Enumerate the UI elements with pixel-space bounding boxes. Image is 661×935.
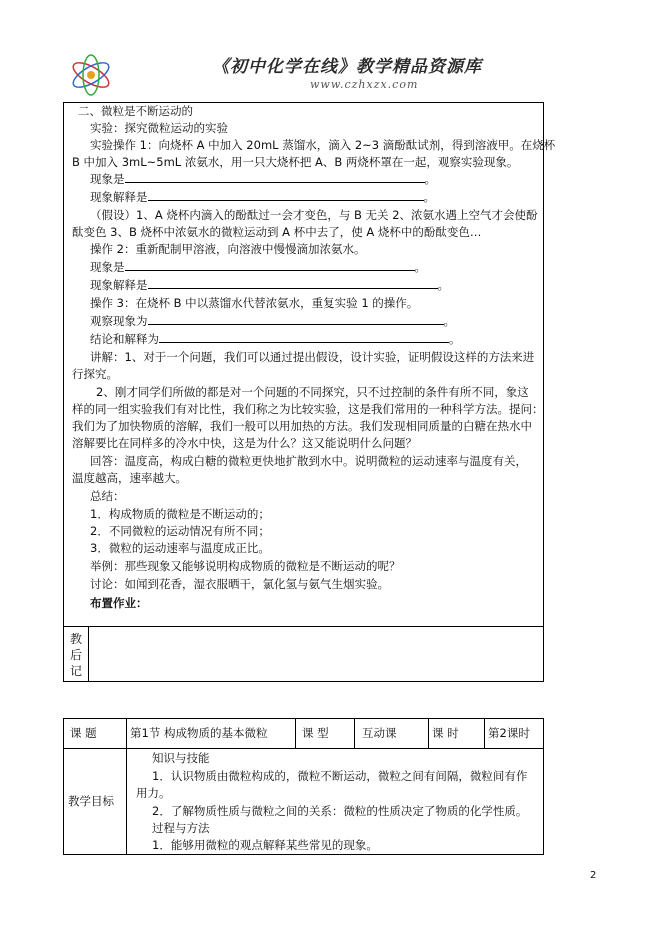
goal-line-3: 用力。 [136,786,171,800]
goal-label: 教学目标 [68,794,114,808]
goal-line-2: 1．认识物质由微粒构成的，微粒不断运动，微粒之间有间隔，微粒间有作 [152,769,528,783]
experiment-title: 实验：探究微粒运动的实验 [90,121,228,135]
hypothesis-line-2: 酞变色 3、B 烧杯中浓氨水的微粒运动到 A 杯中去了，使 A 烧杯中的酚酞变色… [72,225,482,239]
table-col-divider [484,719,485,749]
blank-underline [125,259,415,271]
lecture-line-6: 溶解要比在同样多的冷水中快，这是为什么？这又能说明什么问题？ [72,436,417,450]
observation-blank: 观察现象为 。 [90,314,455,328]
hours-label: 课 时 [432,726,459,740]
type-label: 课 型 [302,726,329,740]
discussion-line: 讨论：如闻到花香，湿衣服晒干，氯化氢与氨气生烟实验。 [90,577,389,591]
goal-line-6: 1．能够用微粒的观点解释某些常见的现象。 [152,838,378,852]
lecture-line-4: 样的同一组实验我们有对比性，我们称之为比较实验，这是我们常用的一种科学方法。提问： [72,402,544,416]
banner-url: www.czhxzx.com [310,78,419,91]
conclusion-blank: 结论和解释为 。 [90,332,461,346]
hypothesis-line-1: （假设）1、A 烧杯内滴入的酚酞过一会才变色，与 B 无关 2、浓氨水遇上空气才会使酚 [90,208,538,222]
operation-1-line-2: B 中加入 3mL~5mL 浓氨水，用一只大烧杯把 A、B 两烧杯罩在一起，观察实验现象。 [72,155,519,169]
hours-value: 第2课时 [488,726,530,740]
answer-line-2: 温度越高，速率越大。 [72,471,187,485]
example-line: 举例：那些现象又能够说明构成物质的微粒是不断运动的呢？ [90,559,401,573]
topic-value: 第1节 构成物质的基本微粒 [130,726,268,740]
summary-point-3: 3．微粒的运动速率与温度成正比。 [90,541,270,555]
goal-line-4: 2．了解物质性质与微粒之间的关系：微粒的性质决定了物质的化学性质。 [152,804,528,818]
explanation-blank-2: 现象解释是 。 [90,278,449,292]
goal-line-5: 过程与方法 [152,821,210,835]
page-number: 2 [590,870,597,881]
atom-logo-icon [66,50,116,100]
lecture-line-3: 2、刚才同学们所做的都是对一个问题的不同探究，只不过控制的条件有所不同，象这 [96,385,529,399]
summary-point-2: 2．不同微粒的运动情况有所不同； [90,524,270,538]
operation-2: 操作 2：重新配制甲溶液，向溶液中慢慢滴加浓氨水。 [90,242,366,256]
blank-underline [125,171,425,183]
lecture-line-1: 讲解：1、对于一个问题，我们可以通过提出假设，设计实验，证明假设这样的方法来进 [90,350,535,364]
table-col-divider [295,719,296,749]
table-row-divider [64,748,543,749]
goal-line-1: 知识与技能 [152,751,210,765]
summary-point-1: 1．构成物质的微粒是不断运动的； [90,507,270,521]
operation-1-line-1: 实验操作 1：向烧杯 A 中加入 20mL 蒸馏水，滴入 2~3 滴酚酞试剂，得到溶液甲。在烧杯 [90,138,556,152]
section-heading: 二、微粒是不断运动的 [78,104,193,118]
lesson-info-table [63,718,544,855]
blank-underline [159,331,449,343]
blank-underline [148,277,438,289]
homework-heading: 布置作业： [90,596,148,610]
header-banner [62,46,542,102]
blank-underline [148,313,444,325]
table-col-divider [126,719,127,854]
teaching-notes-row [63,626,544,682]
table-col-divider [428,719,429,749]
table-col-divider [354,719,355,749]
explanation-blank-1: 现象解释是 。 [90,190,435,204]
answer-line-1: 回答：温度高，构成白糖的微粒更快地扩散到水中。说明微粒的运动速率与温度有关， [90,454,527,468]
topic-label: 课 题 [70,726,97,740]
lesson-content-box [63,102,556,627]
notes-label-cell [64,627,89,681]
banner-title: 《初中化学在线》教学精品资源库 [212,57,482,77]
phenomenon-blank-2: 现象是 。 [90,260,426,274]
summary-heading: 总结： [90,489,125,503]
operation-3: 操作 3：在烧杯 B 中以蒸馏水代替浓氨水，重复实验 1 的操作。 [90,296,419,310]
type-value: 互动课 [362,726,397,740]
lecture-line-2: 行探究。 [72,367,118,381]
notes-label: 教后记 [69,632,82,678]
blank-underline [148,189,424,201]
lecture-line-5: 我们为了加快物质的溶解，我们一般可以用加热的方法。我们发现相同质量的白糖在热水中 [72,419,532,433]
phenomenon-blank-1: 现象是 。 [90,172,436,186]
